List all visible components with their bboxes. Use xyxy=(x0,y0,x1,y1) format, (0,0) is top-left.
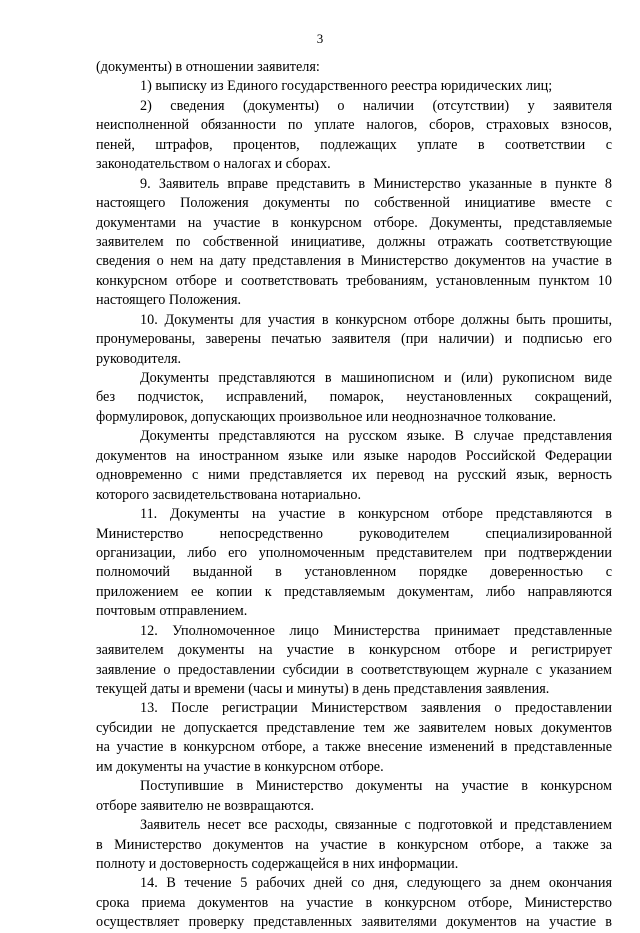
text-line: 13. После регистрации Министерством заявления о предоставлении xyxy=(140,700,612,717)
text-line: полноту и достоверность содержащейся в них информации. xyxy=(96,855,459,872)
text-line: Заявитель несет все расходы, связанные с подготовкой и представлением xyxy=(140,817,612,834)
text-line: почтовым отправлением. xyxy=(96,603,248,620)
text-line: (документы) в отношении заявителя: xyxy=(96,59,320,75)
text-line: законодательством о налогах и сборах. xyxy=(96,156,331,173)
text-line: 1) выписку из Единого государственного реестра юридических лиц; xyxy=(140,78,553,95)
document-body xyxy=(96,58,612,933)
text-line: неисполненной обязанности по уплате налогов, сборов, страховых взносов, xyxy=(96,117,612,134)
text-line: сведения о нем на дату представления в Министерство документов на участие в xyxy=(96,253,612,270)
text-line: им документы на участие в конкурсном отборе. xyxy=(96,758,384,775)
text-line: текущей даты и времени (часы и минуты) в день представления заявления. xyxy=(96,681,550,697)
text-line: 9. Заявитель вправе представить в Министерство указанные в пункте 8 xyxy=(140,175,612,192)
text-line: без подчисток, исправлений, помарок, неустановленных сокращений, xyxy=(96,389,612,406)
text-line: в Министерство документов на участие в конкурсном отборе, а также за xyxy=(96,836,612,853)
text-line: полномочий выданной в установленном порядке доверенностью с xyxy=(96,564,612,581)
text-line: настоящего Положения. xyxy=(96,292,242,309)
text-line: Документы представляются на русском языке. В случае представления xyxy=(140,428,612,445)
text-line: Министерство непосредственно руководителем специализированной xyxy=(96,525,612,542)
page-number: 3 xyxy=(316,31,324,46)
text-line: на участие в конкурсном отборе, а также внесение изменений в представленные xyxy=(96,739,612,756)
text-line: заявление о предоставлении субсидии в соответствующем журнале с указанием xyxy=(96,661,612,678)
text-line: приложением ее копии к представляемым документам, либо направляются xyxy=(96,583,612,600)
text-line: конкурсном отборе и соответствовать требованиям, установленным пунктом 10 xyxy=(96,272,612,289)
text-line: пеней, штрафов, процентов, подлежащих уплате в соответствии с xyxy=(96,136,612,153)
text-line: Поступившие в Министерство документы на участие в конкурсном xyxy=(140,778,612,795)
text-line: руководителя. xyxy=(96,350,182,367)
text-line: осуществляет проверку представленных заявителями документов на участие в xyxy=(96,914,612,931)
text-line: 2) сведения (документы) о наличии (отсутствии) у заявителя xyxy=(140,97,612,114)
text-line: документами на участие в конкурсном отборе. Документы, представляемые xyxy=(96,214,612,231)
text-line: настоящего Положения документы по собственной инициативе вместе с xyxy=(96,195,612,212)
text-line: формулировок, допускающих произвольное или неоднозначное толкование. xyxy=(96,408,557,425)
text-line: 11. Документы на участие в конкурсном отборе представляются в xyxy=(140,506,612,523)
text-line: документов на иностранном языке или языке народов Российской Федерации xyxy=(96,447,612,464)
text-line: которого засвидетельствована нотариально. xyxy=(96,486,362,503)
text-line: организации, либо его уполномоченным представителем при подтверждении xyxy=(96,544,612,561)
text-line: срока приема документов на участие в конкурсном отборе, Министерство xyxy=(96,894,612,911)
text-line: одновременно с ними представляется их перевод на русский язык, верность xyxy=(96,467,612,484)
text-line: Документы представляются в машинописном и (или) рукописном виде xyxy=(140,370,612,386)
text-line: 10. Документы для участия в конкурсном отборе должны быть прошиты, xyxy=(140,311,612,328)
text-line: пронумерованы, заверены печатью заявителя (при наличии) и подписью его xyxy=(96,331,612,348)
text-line: заявителем документы на участие в конкурсном отборе и регистрирует xyxy=(96,642,612,659)
text-line: 14. В течение 5 рабочих дней со дня, следующего за днем окончания xyxy=(140,875,612,892)
text-line: 12. Уполномоченное лицо Министерства принимает представленные xyxy=(140,622,612,639)
text-line: субсидии не допускается представление тем же заявителем новых документов xyxy=(96,719,612,736)
text-line: заявителем по собственной инициативе, должны отражать соответствующие xyxy=(96,233,612,250)
text-line: отборе заявителю не возвращаются. xyxy=(96,797,315,814)
